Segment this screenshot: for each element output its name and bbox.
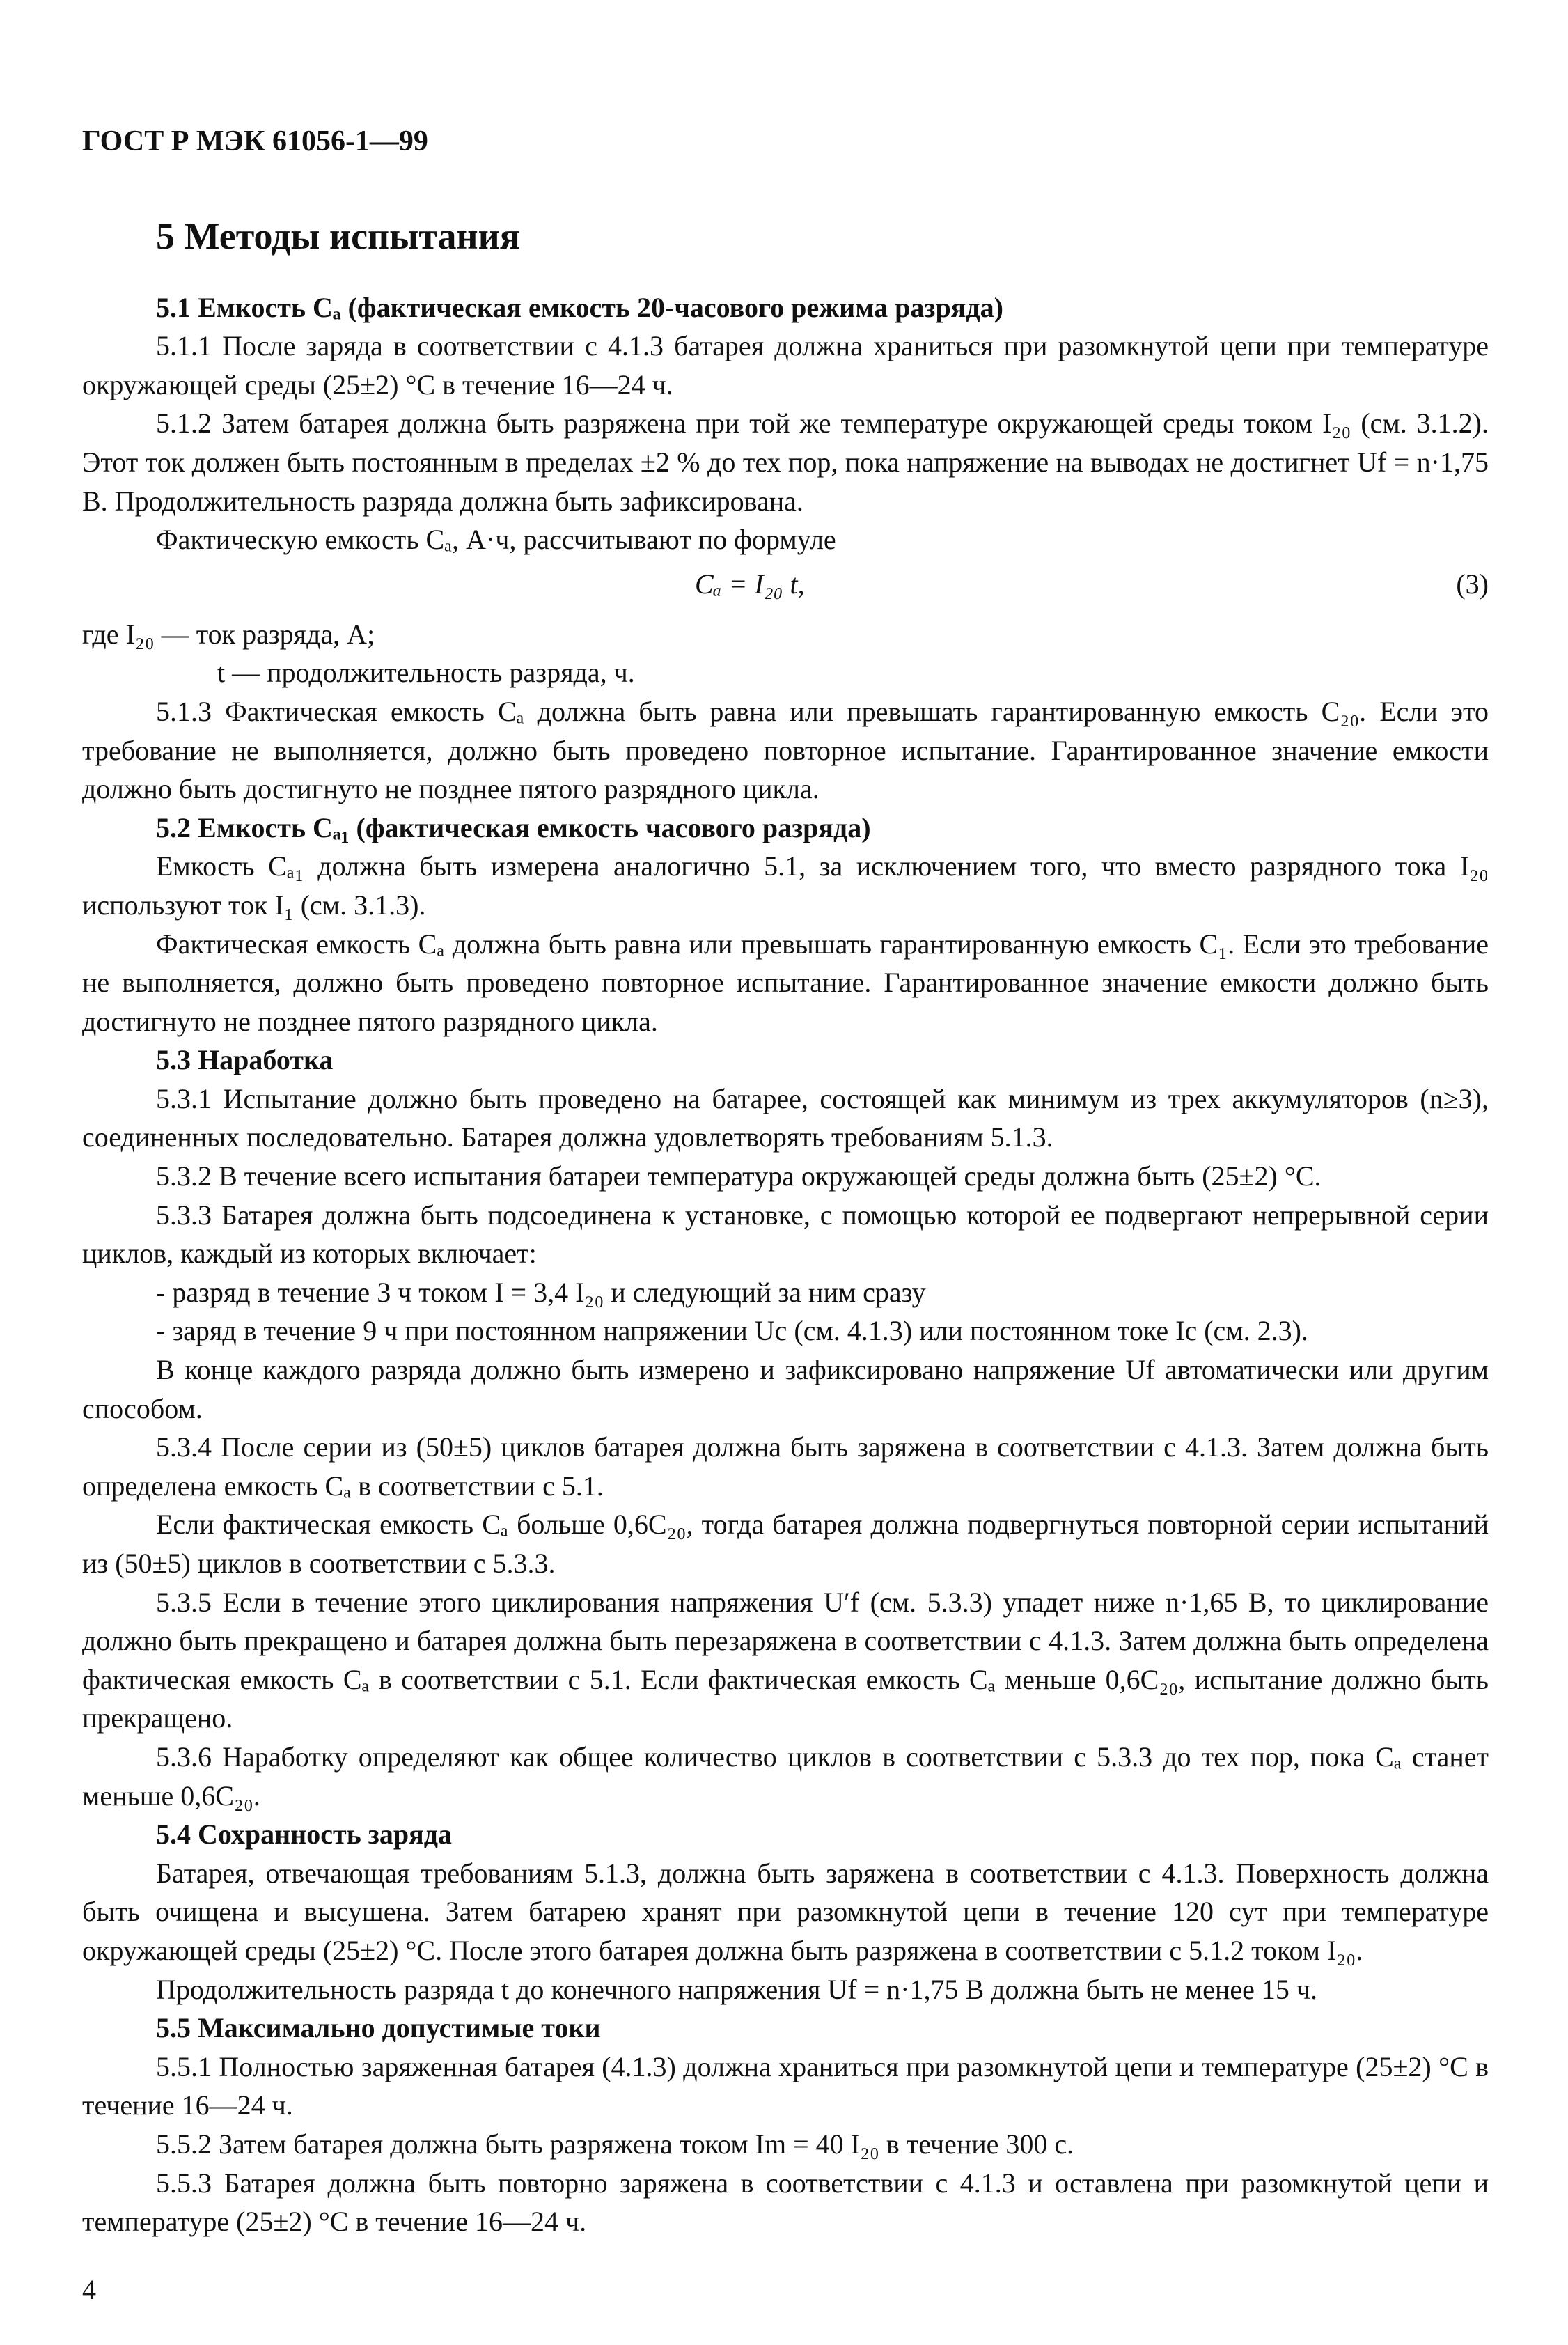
para-5-4-b: Продолжительность разряда t до конечного напряжения Uf = n·1,75 В должна быть не менее 15 ч. xyxy=(156,1973,1317,2005)
para-formula-intro: Фактическую емкость Cₐ, А·ч, рассчитывают по формуле xyxy=(156,524,836,556)
para-5-1-3: 5.1.3 Фактическая емкость Cₐ должна быть равна или превышать гарантированную емкость C₂₀. Если это требование не выполняется, должно быть проведено повторное испытание. Гарантированное значение емкости должно быть достигнуто не позднее пятого разрядного цикла. xyxy=(82,695,1489,805)
formula-3: Cₐ = I₂₀ t, xyxy=(695,568,805,600)
para-5-3-3-b: В конце каждого разряда должно быть измерено и зафиксировано напряжение Uf автоматически или другим способом. xyxy=(82,1354,1489,1424)
para-5-3-4: 5.3.4 После серии из (50±5) циклов батарея должна быть заряжена в соответствии с 4.1.3. Затем должна быть определена емкость Cₐ в соответствии с 5.1. xyxy=(82,1431,1489,1502)
subsection-5-2-title: 5.2 Емкость Cₐ₁ (фактическая емкость часового разряда) xyxy=(156,811,871,843)
document-page xyxy=(82,123,1489,2241)
para-5-4-a: Батарея, отвечающая требованиям 5.1.3, должна быть заряжена в соответствии с 4.1.3. Поверхность должна быть очищена и высушена. Затем батарею хранят при разомкнутой цепи в течение 120 сут при температуре окружающей среды (25±2) °С. После этого батарея должна быть разряжена в соответствии с 5.1.2 током I₂₀. xyxy=(82,1857,1489,1966)
para-5-3-1: 5.3.1 Испытание должно быть проведено на батарее, состоящей как минимум из трех аккумуляторов (n≥3), соединенных последовательно. Батарея должна удовлетворять требованиям 5.1.3. xyxy=(82,1082,1489,1153)
para-5-2-b: Фактическая емкость Cₐ должна быть равна или превышать гарантированную емкость C₁. Если это требование не выполняется, должно быть проведено повторное испытание. Гарантированное значение емкости должно быть достигнуто не позднее пятого разрядного цикла. xyxy=(82,928,1489,1037)
para-5-3-5: 5.3.5 Если в течение этого циклирования напряжения U′f (см. 5.3.3) упадет ниже n·1,65 В, то циклирование должно быть прекращено и батарея должна быть перезаряжена в соответствии с 4.1.3. Затем должна быть определена фактическая емкость Cₐ в соответствии с 5.1. Если фактическая емкость Cₐ меньше 0,6C₂₀, испытание должно быть прекращено. xyxy=(82,1586,1489,1734)
dash-item-charge: - заряд в течение 9 ч при постоянном напряжении Uc (см. 4.1.3) или постоянном токе Ic (см. 2.3). xyxy=(156,1315,1308,1347)
para-5-3-4-b: Если фактическая емкость Cₐ больше 0,6C₂₀, тогда батарея должна подвергнуться повторной серии испытаний из (50±5) циклов в соответствии с 5.3.3. xyxy=(82,1509,1489,1579)
para-5-1-2: 5.1.2 Затем батарея должна быть разряжена при той же температуре окружающей среды током I₂₀ (см. 3.1.2). Этот ток должен быть постоянным в пределах ±2 % до тех пор, пока напряжение на выводах не достигнет Uf = n·1,75 В. Продолжительность разряда должна быть зафиксирована. xyxy=(82,407,1489,517)
formula-number: (3) xyxy=(1456,568,1489,600)
subsection-5-4-title: 5.4 Сохранность заряда xyxy=(156,1818,452,1851)
page-number: 4 xyxy=(82,2274,96,2305)
where-line-1: где I₂₀ — ток разряда, А; xyxy=(82,618,375,650)
para-5-3-3: 5.3.3 Батарея должна быть подсоединена к установке, с помощью которой ее подвергают непрерывной серии циклов, каждый из которых включает: xyxy=(82,1199,1489,1270)
doc-header: ГОСТ Р МЭК 61056-1—99 xyxy=(82,125,428,157)
where-line-2: t — продолжительность разряда, ч. xyxy=(217,657,635,689)
subsection-5-5-title: 5.5 Максимально допустимые токи xyxy=(156,2012,601,2044)
para-5-5-1: 5.5.1 Полностью заряженная батарея (4.1.3) должна храниться при разомкнутой цепи и температуре (25±2) °С в течение 16—24 ч. xyxy=(82,2050,1489,2121)
subsection-5-1-title: 5.1 Емкость Cₐ (фактическая емкость 20-часового режима разряда) xyxy=(156,291,1003,323)
subsection-5-3-title: 5.3 Наработка xyxy=(156,1044,334,1076)
para-5-3-6: 5.3.6 Наработку определяют как общее количество циклов в соответствии с 5.3.3 до тех пор, пока Cₐ станет меньше 0,6C₂₀. xyxy=(82,1740,1489,1812)
para-5-3-2: 5.3.2 В течение всего испытания батареи температура окружающей среды должна быть (25±2) °С. xyxy=(156,1160,1322,1192)
section-title: 5 Методы испытания xyxy=(156,215,520,257)
para-5-5-3: 5.5.3 Батарея должна быть повторно заряжена в соответствии с 4.1.3 и оставлена при разомкнутой цепи и температуре (25±2) °С в течение 16—24 ч. xyxy=(82,2167,1489,2238)
formula-row xyxy=(82,559,1489,612)
para-5-1-1: 5.1.1 После заряда в соответствии с 4.1.3 батарея должна храниться при разомкнутой цепи при температуре окружающей среды (25±2) °С в течение 16—24 ч. xyxy=(82,330,1489,400)
para-5-5-2: 5.5.2 Затем батарея должна быть разряжена током Im = 40 I₂₀ в течение 300 с. xyxy=(156,2128,1074,2160)
para-5-2-a: Емкость Cₐ₁ должна быть измерена аналогично 5.1, за исключением того, что вместо разрядного тока I₂₀ используют ток I₁ (см. 3.1.3). xyxy=(82,850,1489,921)
dash-item-discharge: - разряд в течение 3 ч током I = 3,4 I₂₀ и следующий за ним сразу xyxy=(156,1276,926,1308)
